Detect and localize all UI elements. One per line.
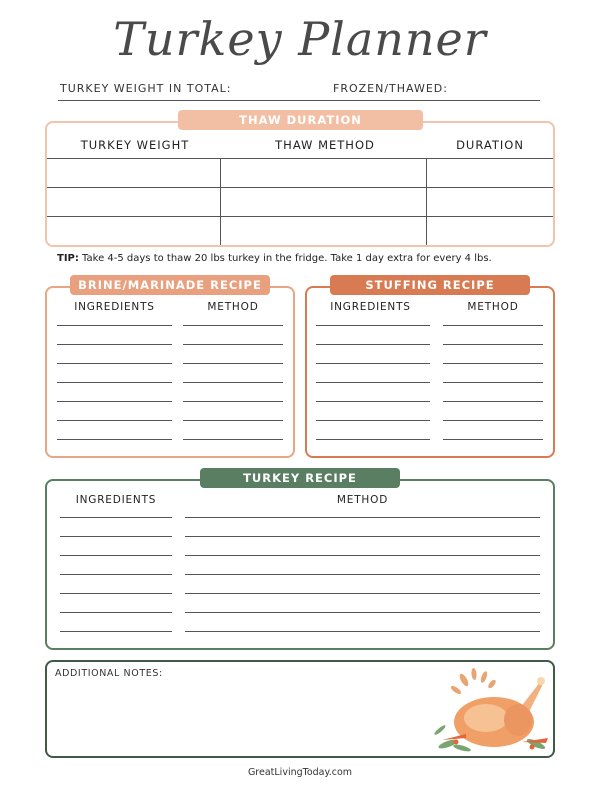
writing-line[interactable] — [183, 382, 283, 383]
writing-line[interactable] — [185, 631, 540, 632]
writing-line[interactable] — [57, 325, 172, 326]
writing-line[interactable] — [185, 593, 540, 594]
writing-line[interactable] — [443, 382, 543, 383]
writing-line[interactable] — [183, 420, 283, 421]
writing-line[interactable] — [183, 344, 283, 345]
turkey-weight-label: TURKEY WEIGHT IN TOTAL: — [60, 82, 232, 95]
writing-line[interactable] — [185, 536, 540, 537]
thaw-row-line — [47, 158, 553, 159]
thaw-duration-title: THAW DURATION — [178, 110, 423, 130]
writing-line[interactable] — [443, 401, 543, 402]
recipe-ingredients-header: INGREDIENTS — [75, 494, 157, 506]
writing-line[interactable] — [60, 612, 172, 613]
writing-line[interactable] — [183, 325, 283, 326]
col-thaw-method: THAW METHOD — [275, 138, 375, 152]
roast-turkey-illustration — [432, 668, 552, 754]
frozen-thawed-label: FROZEN/THAWED: — [333, 82, 448, 95]
writing-line[interactable] — [57, 420, 172, 421]
writing-line[interactable] — [316, 325, 430, 326]
brine-title: BRINE/MARINADE RECIPE — [70, 275, 270, 295]
leaf-sprigs-icon — [450, 668, 497, 695]
writing-line[interactable] — [443, 420, 543, 421]
thaw-col-divider — [220, 158, 221, 245]
writing-line[interactable] — [57, 401, 172, 402]
writing-line[interactable] — [60, 536, 172, 537]
recipe-method-header: METHOD — [336, 494, 389, 506]
writing-line[interactable] — [316, 344, 430, 345]
thaw-col-divider — [426, 158, 427, 245]
brine-method-header: METHOD — [207, 301, 259, 313]
writing-line[interactable] — [183, 439, 283, 440]
stuffing-ingredients-header: INGREDIENTS — [330, 301, 411, 313]
writing-line[interactable] — [443, 325, 543, 326]
page-title: Turkey Planner — [113, 12, 487, 66]
writing-line[interactable] — [57, 363, 172, 364]
brine-ingredients-header: INGREDIENTS — [74, 301, 155, 313]
writing-line[interactable] — [183, 363, 283, 364]
header-underline — [58, 100, 540, 101]
writing-line[interactable] — [60, 631, 172, 632]
thaw-row-line — [47, 187, 553, 188]
additional-notes-label: ADDITIONAL NOTES: — [55, 668, 163, 679]
tip-body: Take 4-5 days to thaw 20 lbs turkey in the fridge. Take 1 day extra for every 4 lbs. — [78, 253, 492, 264]
writing-line[interactable] — [443, 344, 543, 345]
writing-line[interactable] — [185, 574, 540, 575]
writing-line[interactable] — [57, 439, 172, 440]
writing-line[interactable] — [57, 344, 172, 345]
col-turkey-weight: TURKEY WEIGHT — [80, 138, 190, 152]
thaw-row-line — [47, 216, 553, 217]
writing-line[interactable] — [316, 382, 430, 383]
writing-line[interactable] — [60, 574, 172, 575]
col-duration: DURATION — [456, 138, 524, 152]
writing-line[interactable] — [60, 593, 172, 594]
writing-line[interactable] — [316, 363, 430, 364]
writing-line[interactable] — [443, 363, 543, 364]
writing-line[interactable] — [316, 401, 430, 402]
writing-line[interactable] — [185, 517, 540, 518]
tip-label: TIP: — [57, 253, 79, 264]
stuffing-title: STUFFING RECIPE — [330, 275, 530, 295]
tip-text — [57, 253, 557, 264]
writing-line[interactable] — [185, 612, 540, 613]
turkey-recipe-title: TURKEY RECIPE — [200, 468, 400, 488]
writing-line[interactable] — [183, 401, 283, 402]
writing-line[interactable] — [316, 439, 430, 440]
writing-line[interactable] — [443, 439, 543, 440]
writing-line[interactable] — [60, 555, 172, 556]
writing-line[interactable] — [60, 517, 172, 518]
writing-line[interactable] — [316, 420, 430, 421]
writing-line[interactable] — [57, 382, 172, 383]
stuffing-method-header: METHOD — [467, 301, 519, 313]
footer-website: GreatLivingToday.com — [247, 767, 353, 778]
writing-line[interactable] — [185, 555, 540, 556]
